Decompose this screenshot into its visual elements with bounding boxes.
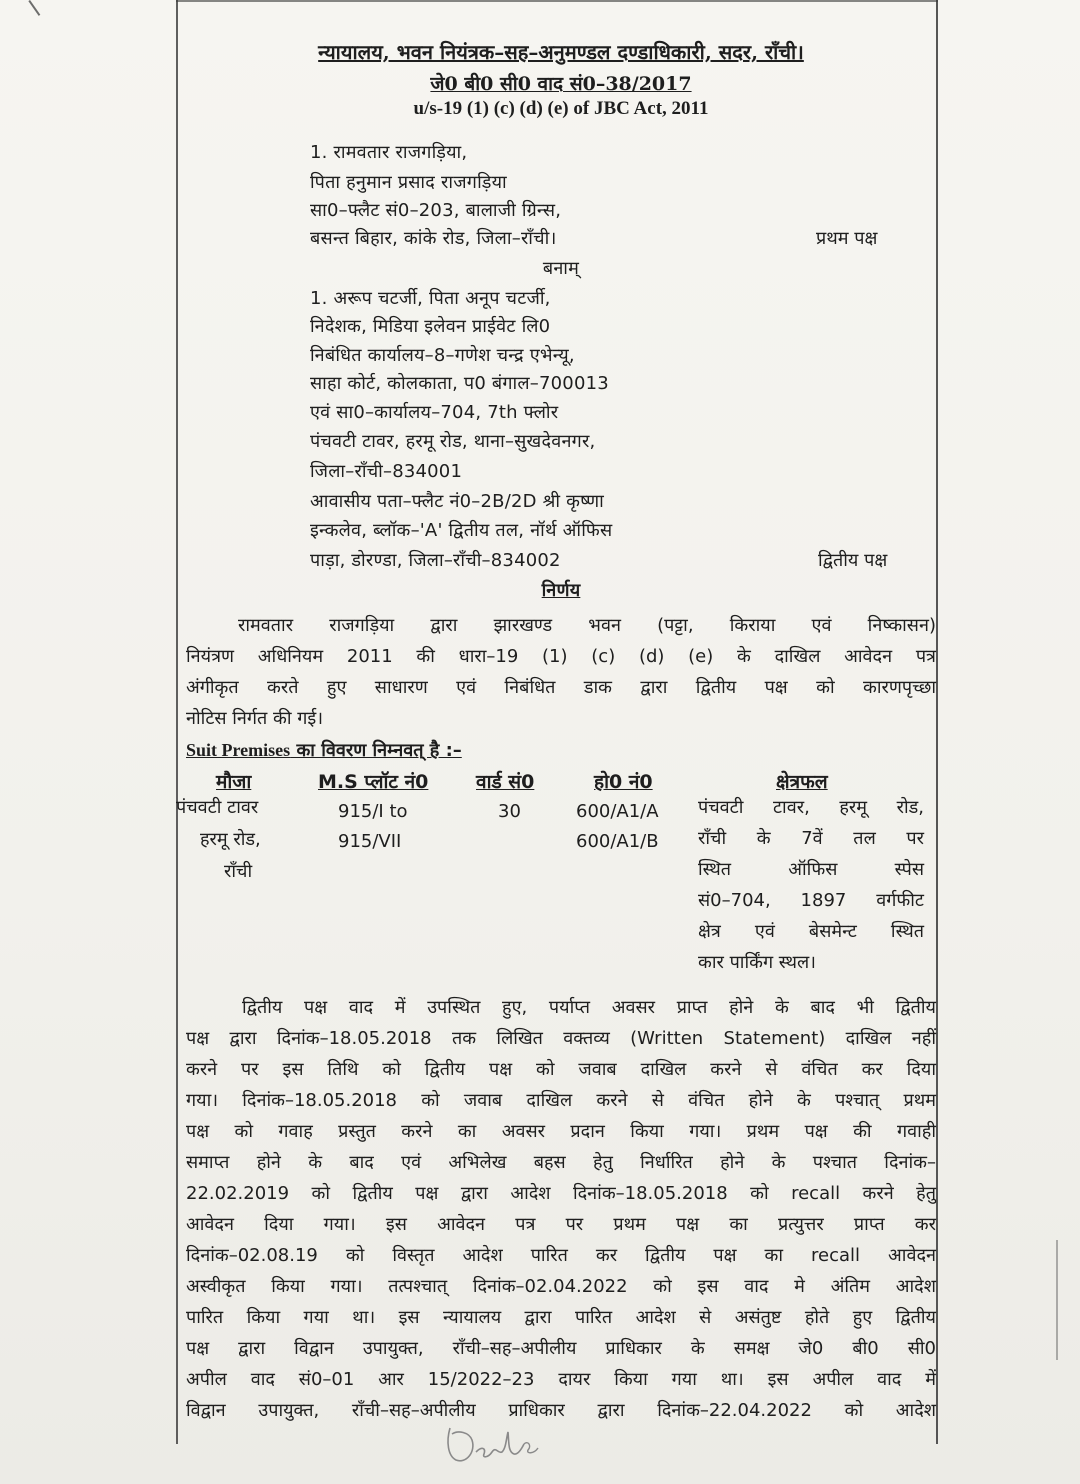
body-line: अपील वाद सं0–01 आर 15/2022–23 दायर किया गया था। इस अपील वाद में: [186, 1369, 936, 1390]
area-line: स्थित ऑफिस स्पेस: [698, 859, 924, 880]
body-paragraph: [186, 992, 936, 1426]
mauja-cell-line: पंचवटी टावर: [176, 797, 259, 818]
intro-line: नोटिस निर्गत की गई।: [186, 708, 324, 729]
second-party-line: निबंधित कार्यालय–8–गणेश चन्द्र एभेन्यू,: [310, 345, 575, 366]
body-line: पक्ष द्वारा विद्वान उपायुक्त, राँची–सह–अपीलीय प्राधिकार के समक्ष जे0 बी0 सी0: [186, 1338, 936, 1359]
body-line: विद्वान उपायुक्त, राँची–सह–अपीलीय प्राधिकार द्वारा दिनांक–22.04.2022 को आदेश: [186, 1400, 936, 1421]
right-margin-rule: [936, 0, 938, 1444]
body-line: पारित किया गया था। इस न्यायालय द्वारा पारित आदेश से असंतुष्ट होते हुए द्वितीय: [186, 1307, 936, 1328]
left-margin-rule: [176, 0, 178, 1444]
body-line: दिनांक–02.08.19 को विस्तृत आदेश पारित कर द्वितीय पक्ष का recall आवेदन: [186, 1245, 936, 1266]
body-line: पक्ष द्वारा दिनांक–18.05.2018 तक लिखित वक्तव्य (Written Statement) दाखिल नहीं: [186, 1028, 936, 1049]
intro-line: रामवतार राजगड़िया द्वारा झारखण्ड भवन (पट्टा, किराया एवं निष्कासन): [238, 615, 936, 636]
body-line: द्वितीय पक्ष वाद में उपस्थित हुए, पर्याप्त अवसर प्राप्त होने के बाद भी द्वितीय: [242, 997, 936, 1018]
holding-cell-line: 600/A1/A: [576, 801, 659, 822]
plot-cell-line: 915/VII: [338, 831, 402, 852]
court-heading: न्यायालय, भवन नियंत्रक–सह–अनुमण्डल दण्डाधिकारी, सदर, राँची।: [318, 40, 804, 64]
holding-cell-line: 600/A1/B: [576, 831, 659, 852]
area-line: पंचवटी टावर, हरमू रोड,: [698, 797, 924, 818]
second-party-line: 1. अरूप चटर्जी, पिता अनूप चटर्जी,: [310, 288, 551, 309]
body-line: अस्वीकृत किया गया। तत्पश्चात् दिनांक–02.04.2022 को इस वाद मे अंतिम आदेश: [186, 1276, 936, 1297]
body-line: पक्ष को गवाह प्रस्तुत करने का अवसर प्रदान किया गया। प्रथम पक्ष की गवाही: [186, 1121, 936, 1142]
first-party-line: पिता हनुमान प्रसाद राजगड़िया: [310, 172, 507, 193]
second-party-line: आवासीय पता–फ्लैट नं0–2B/2D श्री कृष्णा: [310, 491, 605, 512]
intro-line: नियंत्रण अधिनियम 2011 की धारा–19 (1) (c) (d) (e) के दाखिल आवेदन पत्र: [186, 646, 936, 667]
edge-mark: [1056, 1240, 1058, 1360]
column-header-mauja: मौजा: [216, 771, 252, 793]
plot-cell-line: 915/I to: [338, 801, 408, 822]
body-line: आवेदन दिया गया। इस आवेदन पत्र पर प्रथम पक्ष का प्रत्युत्तर प्राप्त कर: [186, 1214, 936, 1235]
top-margin-rule: [176, 0, 938, 2]
body-line: 22.02.2019 को द्वितीय पक्ष द्वारा आदेश दिनांक–18.05.2018 को recall करने हेतु: [186, 1183, 936, 1204]
suit-premises-heading-hi: का विवरण निम्नवत् है :–: [290, 740, 462, 761]
area-line: राँची के 7वें तल पर: [698, 828, 924, 849]
first-party-label: प्रथम पक्ष: [816, 228, 878, 249]
case-number: जे0 बी0 सी0 वाद सं0–38/2017: [430, 73, 692, 95]
second-party-line: जिला–राँची–834001: [310, 461, 463, 482]
second-party-line: साहा कोर्ट, कोलकाता, प0 बंगाल–700013: [310, 373, 609, 394]
area-line: क्षेत्र एवं बेसमेन्ट स्थित: [698, 921, 924, 942]
act-reference: u/s-19 (1) (c) (d) (e) of JBC Act, 2011: [413, 98, 709, 119]
second-party-label: द्वितीय पक्ष: [818, 550, 888, 571]
ward-cell: 30: [498, 801, 521, 822]
intro-paragraph: [186, 610, 936, 734]
intro-line: अंगीकृत करते हुए साधारण एवं निबंधित डाक द्वारा द्वितीय पक्ष को कारणपृच्छा: [186, 677, 936, 698]
second-party-line: इन्कलेव, ब्लॉक–'A' द्वितीय तल, नॉर्थ ऑफिस: [310, 520, 613, 541]
page-corner-mark: [9, 0, 41, 30]
body-line: गया। दिनांक–18.05.2018 को जवाब दाखिल करने से वंचित होने के पश्चात् प्रथम: [186, 1090, 936, 1111]
column-header-area: क्षेत्रफल: [776, 771, 828, 793]
column-header-plot: M.S प्लॉट नं0: [318, 771, 429, 793]
second-party-line: पंचवटी टावर, हरमू रोड, थाना–सुखदेवनगर,: [310, 431, 596, 452]
area-cell: [698, 792, 924, 978]
first-party-line: सा0–फ्लैट सं0–203, बालाजी ग्रिन्स,: [310, 200, 562, 221]
column-header-holding: हो0 नं0: [594, 771, 653, 793]
area-line: कार पार्किंग स्थल।: [698, 952, 816, 973]
versus-label: बनाम्: [542, 258, 580, 279]
body-line: करने पर इस तिथि को द्वितीय पक्ष को जवाब दाखिल करने से वंचित कर दिया: [186, 1059, 936, 1080]
suit-premises-heading: [186, 738, 462, 762]
second-party-line: निदेशक, मिडिया इलेवन प्राईवेट लि0: [310, 316, 551, 337]
mauja-cell-line: हरमू रोड,: [200, 829, 261, 850]
second-party-line: पाड़ा, डोरण्डा, जिला–राँची–834002: [310, 550, 561, 571]
column-header-ward: वार्ड सं0: [476, 771, 535, 793]
handwritten-signature: [436, 1418, 566, 1468]
mauja-cell-line: राँची: [224, 861, 253, 882]
area-line: सं0–704, 1897 वर्गफीट: [698, 890, 924, 911]
first-party-line: बसन्त बिहार, कांके रोड, जिला–राँची।: [310, 228, 557, 249]
suit-premises-heading-en: Suit Premises: [186, 740, 291, 760]
body-line: समाप्त होने के बाद एवं अभिलेख बहस हेतु निर्धारित होने के पश्चात दिनांक–: [186, 1152, 936, 1173]
second-party-line: एवं सा0–कार्यालय–704, 7th फ्लोर: [310, 402, 559, 423]
first-party-line: 1. रामवतार राजगड़िया,: [310, 142, 468, 163]
judgment-title: निर्णय: [541, 580, 581, 601]
